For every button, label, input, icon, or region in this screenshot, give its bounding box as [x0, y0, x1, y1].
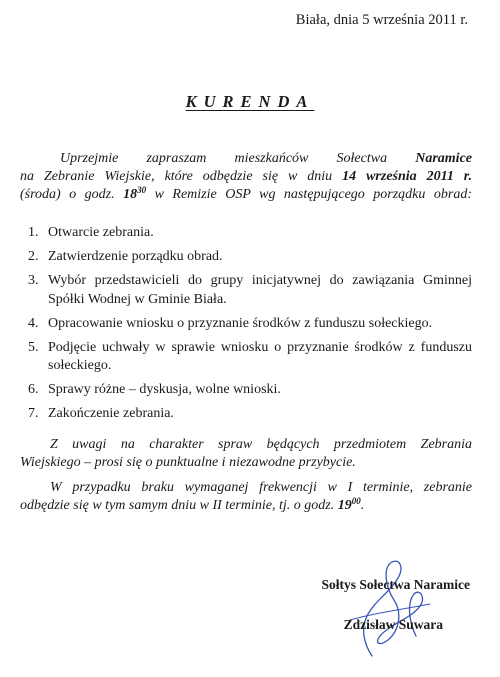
agenda-text: Zatwierdzenie porządku obrad.: [48, 249, 223, 264]
document-title: KURENDA: [185, 92, 315, 111]
agenda-number: 7.: [28, 406, 39, 421]
agenda-list: [28, 224, 472, 429]
agenda-item: [28, 405, 472, 424]
second-term-note: [20, 479, 472, 515]
agenda-number: 4.: [28, 315, 39, 331]
agenda-text: Otwarcie zebrania.: [48, 225, 154, 240]
note2-line-1: W przypadku braku wymaganej frekwencji w I terminie, zebranie: [50, 480, 472, 495]
agenda-item: [28, 339, 472, 376]
agenda-item: [28, 315, 472, 334]
meeting-time: [123, 187, 146, 202]
meeting-time-hour: 18: [123, 187, 138, 202]
note1-line-1: Z uwagi na charakter spraw będących przedmiotem Zebrania: [50, 437, 472, 452]
intro-text-3b: w Remizie OSP wg następującego porządku obrad:: [146, 187, 472, 202]
agenda-text: Opracowanie wniosku o przyznanie środków z funduszu sołeckiego.: [48, 315, 433, 331]
signatory-role: Sołtys Sołectwa Naramice: [321, 577, 470, 592]
agenda-number: 1.: [28, 225, 39, 240]
second-term-time-minutes: 00: [351, 496, 361, 506]
intro-line-1: [20, 150, 472, 168]
note1-line-2: Wiejskiego – prosi się o punktualne i niezawodne przybycie.: [20, 455, 356, 470]
intro-text-1a: Uprzejmie zapraszam mieszkańców Sołectwa: [60, 151, 416, 166]
place-date: Biała, dnia 5 września 2011 r.: [295, 12, 468, 28]
agenda-item: [28, 381, 472, 400]
agenda-item: [28, 248, 472, 267]
intro-text-2a: na Zebranie Wiejskie, które odbędzie się w dniu: [20, 169, 343, 184]
intro-text-3a: (środa) o godz.: [20, 187, 124, 202]
agenda-number: 2.: [28, 249, 39, 264]
agenda-text: Zakończenie zebrania.: [48, 406, 174, 421]
punctuality-note: [20, 436, 472, 472]
second-term-time: [338, 498, 361, 513]
meeting-time-minutes: 30: [137, 185, 147, 195]
agenda-text: Wybór przedstawicieli do grupy inicjatywnej do zawiązania Gminnej Spółki Wodnej w Gminie Biała.: [48, 273, 472, 307]
meeting-date: 14 września 2011 r.: [342, 169, 472, 184]
village-name: Naramice: [415, 151, 472, 166]
agenda-text: Podjęcie uchwały w sprawie wniosku o przyznanie środków z funduszu sołeckiego.: [48, 339, 472, 373]
agenda-item: [28, 272, 472, 309]
intro-paragraph: [20, 150, 472, 204]
agenda-number: 3.: [28, 273, 39, 288]
second-term-time-hour: 19: [337, 498, 352, 513]
intro-line-3: [20, 186, 472, 204]
handwritten-signature: [320, 548, 460, 668]
agenda-number: 5.: [28, 339, 39, 355]
intro-line-2: [20, 168, 472, 186]
note2-text: odbędzie się w tym samym dniu w II terminie, tj. o godz.: [20, 498, 338, 513]
note2-line-2: odbędzie się w tym samym dniu w II terminie, tj. o godz. $19^{00}$.: [20, 496, 365, 513]
agenda-number: 6.: [28, 382, 39, 397]
signatory-name: Zdzisław Suwara: [343, 617, 443, 632]
agenda-item: [28, 224, 472, 243]
agenda-text: Sprawy różne – dyskusja, wolne wnioski.: [48, 382, 281, 397]
